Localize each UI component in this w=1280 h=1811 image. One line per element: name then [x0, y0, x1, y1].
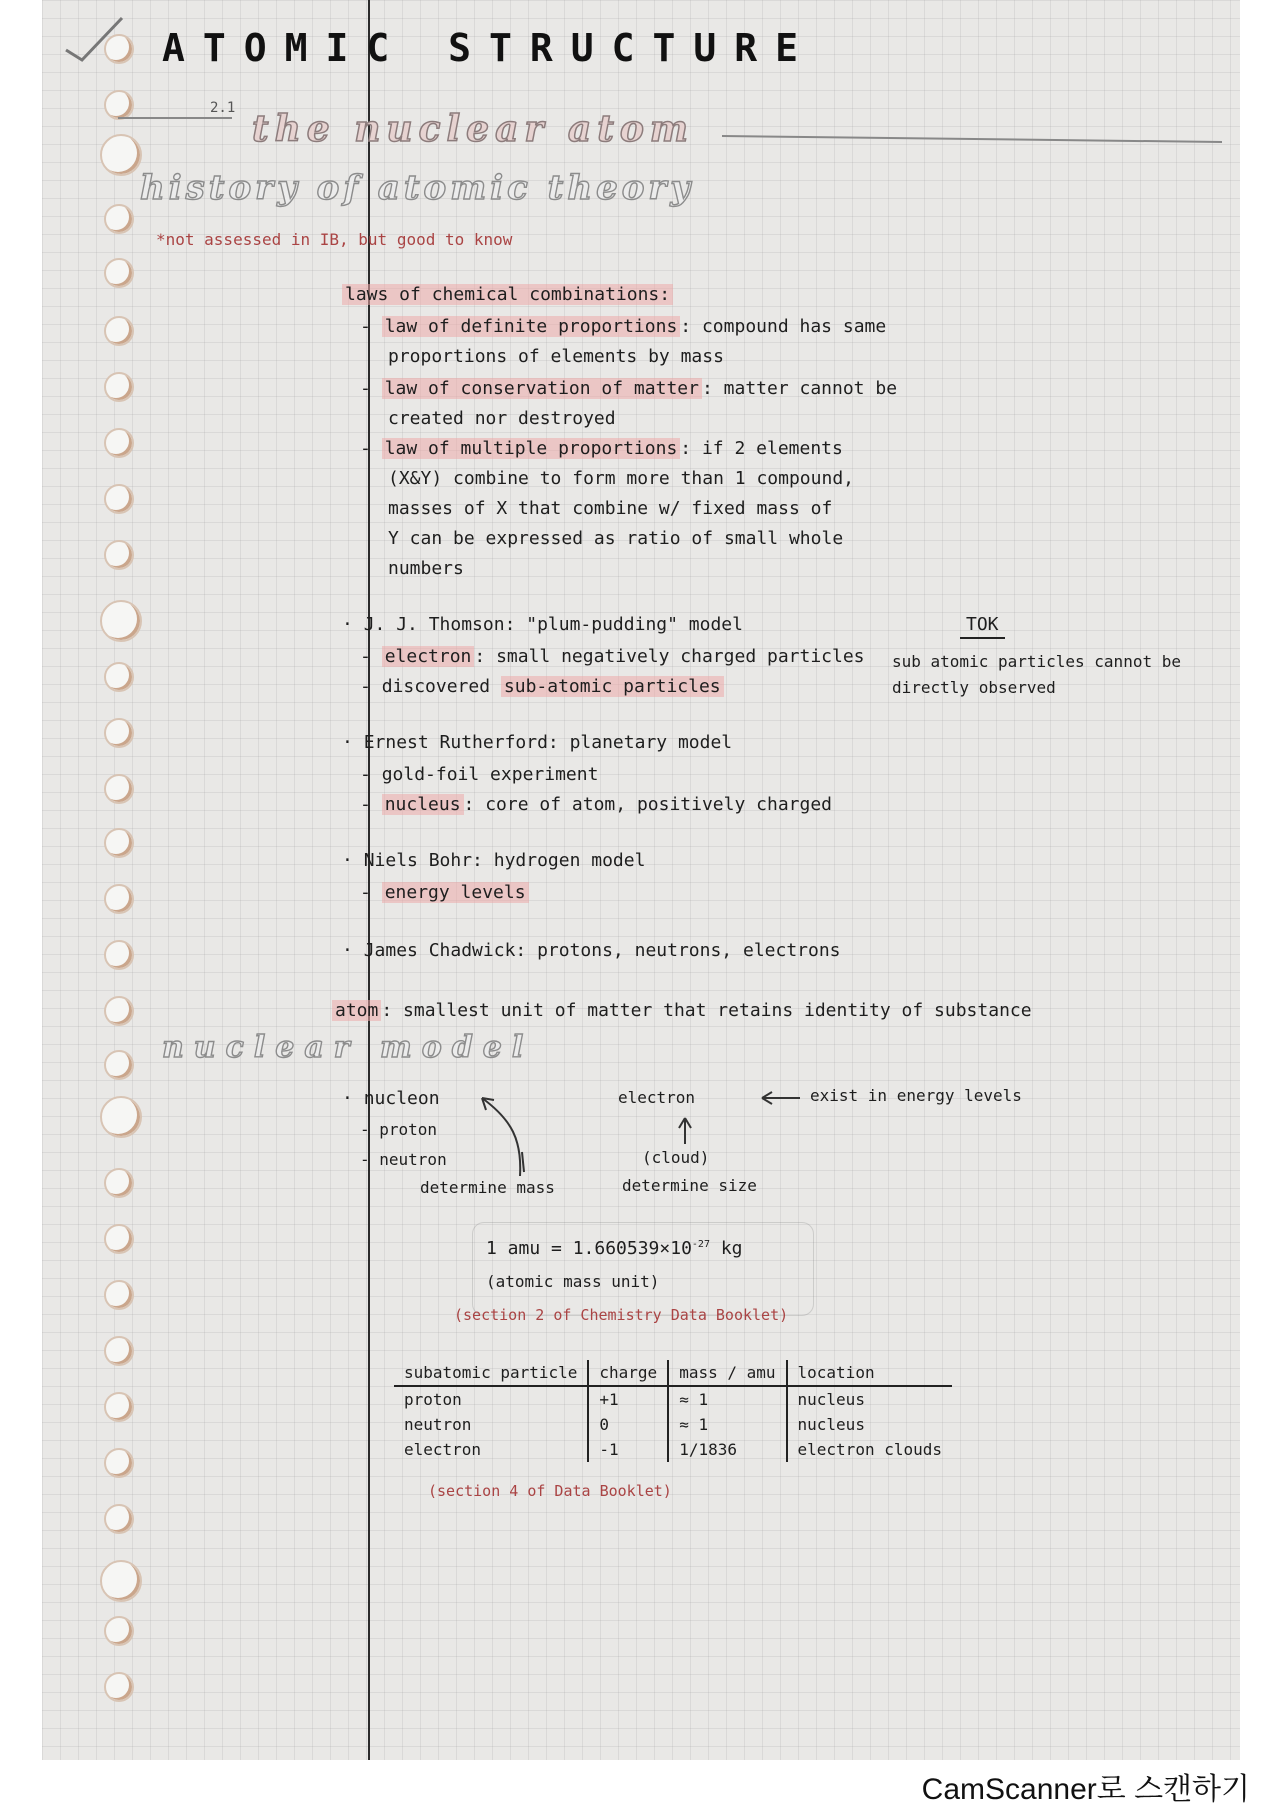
- subtitle: the nuclear atom: [252, 108, 694, 150]
- binder-hole: [104, 1168, 134, 1198]
- table-cell: neutron: [404, 1415, 472, 1434]
- law-3-cont-3: Y can be expressed as ratio of small whole: [388, 528, 844, 549]
- table-reference: (section 4 of Data Booklet): [428, 1482, 672, 1500]
- neutron-text: neutron: [379, 1150, 447, 1169]
- proton-text: proton: [379, 1120, 438, 1139]
- thomson-item-2: - discovered sub-atomic particles: [360, 676, 724, 697]
- law-1-label: law of definite proportions: [382, 316, 681, 337]
- law-1-text: : compound has same: [680, 316, 887, 337]
- binder-hole: [104, 258, 134, 288]
- atom-label: atom: [332, 1000, 381, 1021]
- electron-label: electron: [382, 646, 475, 667]
- law-3-text: : if 2 elements: [680, 438, 843, 459]
- binder-hole: [104, 34, 134, 64]
- binder-hole: [104, 540, 134, 570]
- note-not-assessed: *not assessed in IB, but good to know: [156, 230, 513, 249]
- thomson-heading-text: J. J. Thomson: "plum-pudding" model: [363, 614, 743, 635]
- law-1-cont: proportions of elements by mass: [388, 346, 724, 367]
- determine-mass: determine mass: [420, 1178, 555, 1197]
- nucleon-item: · nucleon: [342, 1088, 440, 1109]
- table-cell: +1: [588, 1386, 668, 1412]
- binder-hole: [104, 828, 134, 858]
- amu-reference: (section 2 of Chemistry Data Booklet): [454, 1306, 789, 1324]
- section-heading-nuclear: nuclear model: [162, 1030, 534, 1065]
- binder-hole: [104, 662, 134, 692]
- binder-hole: [104, 1050, 134, 1080]
- binder-hole: [100, 1096, 142, 1138]
- table-header-particle: subatomic particle: [394, 1360, 588, 1386]
- exist-in-levels: exist in energy levels: [810, 1086, 1022, 1105]
- discovered-text: discovered: [381, 676, 491, 697]
- table-cell: proton: [404, 1390, 462, 1409]
- determine-size: determine size: [622, 1176, 757, 1195]
- binder-hole: [104, 996, 134, 1026]
- binder-hole: [104, 90, 134, 120]
- binder-hole: [104, 940, 134, 970]
- tok-heading: TOK: [960, 614, 1005, 639]
- electron-text: : small negatively charged particles: [474, 646, 865, 667]
- binder-hole: [104, 316, 134, 346]
- subatomic-label: sub-atomic particles: [501, 676, 724, 697]
- binder-hole: [104, 1448, 134, 1478]
- binder-hole: [104, 1224, 134, 1254]
- nucleus-label: nucleus: [382, 794, 464, 815]
- thomson-heading: · J. J. Thomson: "plum-pudding" model: [342, 614, 743, 635]
- notebook-page: [42, 0, 1240, 1760]
- binder-hole: [104, 372, 134, 402]
- atom-definition: [332, 1000, 1032, 1021]
- page-title: ATOMIC STRUCTURE: [162, 26, 817, 70]
- amu-exponent: -27: [691, 1239, 710, 1250]
- law-3-cont-2: masses of X that combine w/ fixed mass of: [388, 498, 833, 519]
- binder-hole: [104, 1336, 134, 1366]
- amu-formula-text: 1 amu = 1.660539×10: [486, 1238, 692, 1259]
- binder-hole: [100, 134, 142, 176]
- table-cell: electron: [404, 1440, 482, 1459]
- energy-levels-label: energy levels: [382, 882, 529, 903]
- binder-hole: [104, 428, 134, 458]
- table-header-row: [394, 1360, 952, 1386]
- binder-hole: [100, 600, 142, 642]
- chadwick-heading: · James Chadwick: protons, neutrons, electrons: [342, 940, 841, 961]
- nucleon-text: nucleon: [363, 1088, 440, 1109]
- table-cell: 1/1836: [668, 1437, 786, 1462]
- table-header-charge: charge: [588, 1360, 668, 1386]
- binder-hole: [104, 718, 134, 748]
- binder-hole: [104, 1616, 134, 1646]
- table-cell: nucleus: [787, 1412, 953, 1437]
- formula-box: [472, 1222, 814, 1316]
- bohr-heading-text: Niels Bohr: hydrogen model: [363, 850, 646, 871]
- chadwick-heading-text: James Chadwick: protons, neutrons, electrons: [363, 940, 841, 961]
- nucleus-text: : core of atom, positively charged: [463, 794, 833, 815]
- binder-holes: [104, 0, 144, 1740]
- table-cell: -1: [588, 1437, 668, 1462]
- amu-formula: [486, 1238, 743, 1259]
- rutherford-item-2: - nucleus : core of atom, positively charged: [360, 794, 833, 815]
- proton-item: - proton: [360, 1120, 438, 1139]
- law-item-3: - law of multiple proportions : if 2 elements: [360, 438, 843, 459]
- amu-unit: kg: [720, 1238, 743, 1259]
- binder-hole: [100, 1560, 142, 1602]
- laws-heading-text: laws of chemical combinations:: [342, 284, 673, 305]
- tok-line-2: directly observed: [892, 678, 1056, 697]
- binder-hole: [104, 204, 134, 234]
- subtitle-number: 2.1: [210, 100, 236, 116]
- table-cell: nucleus: [787, 1386, 953, 1412]
- binder-hole: [104, 1280, 134, 1310]
- table-row: [394, 1386, 952, 1412]
- cloud-label: (cloud): [642, 1148, 710, 1167]
- table-header-location: location: [787, 1360, 953, 1386]
- table-header-mass: mass / amu: [668, 1360, 786, 1386]
- neutron-item: - neutron: [360, 1150, 447, 1169]
- law-3-label: law of multiple proportions: [382, 438, 681, 459]
- law-2-cont: created nor destroyed: [388, 408, 616, 429]
- bohr-heading: · Niels Bohr: hydrogen model: [342, 850, 646, 871]
- subtitle-line-right: [722, 136, 1222, 142]
- margin-line: [368, 0, 370, 1760]
- laws-heading: [342, 284, 673, 305]
- rutherford-heading: · Ernest Rutherford: planetary model: [342, 732, 733, 753]
- gold-foil-text: gold-foil experiment: [381, 764, 599, 785]
- law-item-2: - law of conservation of matter : matter cannot be: [360, 378, 898, 399]
- table-cell: electron clouds: [787, 1437, 953, 1462]
- brace-icon: [522, 1152, 524, 1172]
- binder-hole: [104, 774, 134, 804]
- law-3-cont-4: numbers: [388, 558, 464, 579]
- table-row: [394, 1412, 952, 1437]
- amu-caption: (atomic mass unit): [486, 1272, 660, 1291]
- law-3-cont-1: (X&Y) combine to form more than 1 compound,: [388, 468, 854, 489]
- binder-hole: [104, 484, 134, 514]
- binder-hole: [104, 1672, 134, 1702]
- bohr-item-1: - energy levels: [360, 882, 529, 903]
- tok-line-1: sub atomic particles cannot be: [892, 652, 1181, 671]
- law-2-label: law of conservation of matter: [382, 378, 702, 399]
- table-cell: 0: [588, 1412, 668, 1437]
- thomson-item-1: - electron : small negatively charged particles: [360, 646, 865, 667]
- table-cell: ≈ 1: [668, 1412, 786, 1437]
- rutherford-heading-text: Ernest Rutherford: planetary model: [363, 732, 733, 753]
- curved-arrow-icon: [482, 1098, 520, 1176]
- subatomic-table: [394, 1360, 952, 1462]
- table-cell: ≈ 1: [668, 1386, 786, 1412]
- binder-hole: [104, 1504, 134, 1534]
- rutherford-item-1: - gold-foil experiment: [360, 764, 599, 785]
- section-heading-history: history of atomic theory: [140, 168, 695, 208]
- camscanner-watermark: CamScanner로 스캔하기: [921, 1773, 1250, 1806]
- binder-hole: [104, 884, 134, 914]
- table-row: [394, 1437, 952, 1462]
- atom-definition-text: : smallest unit of matter that retains identity of substance: [381, 1000, 1032, 1021]
- law-item-1: - law of definite proportions : compound has same: [360, 316, 887, 337]
- electron-node: electron: [618, 1088, 696, 1107]
- binder-hole: [104, 1392, 134, 1422]
- law-2-text: : matter cannot be: [701, 378, 898, 399]
